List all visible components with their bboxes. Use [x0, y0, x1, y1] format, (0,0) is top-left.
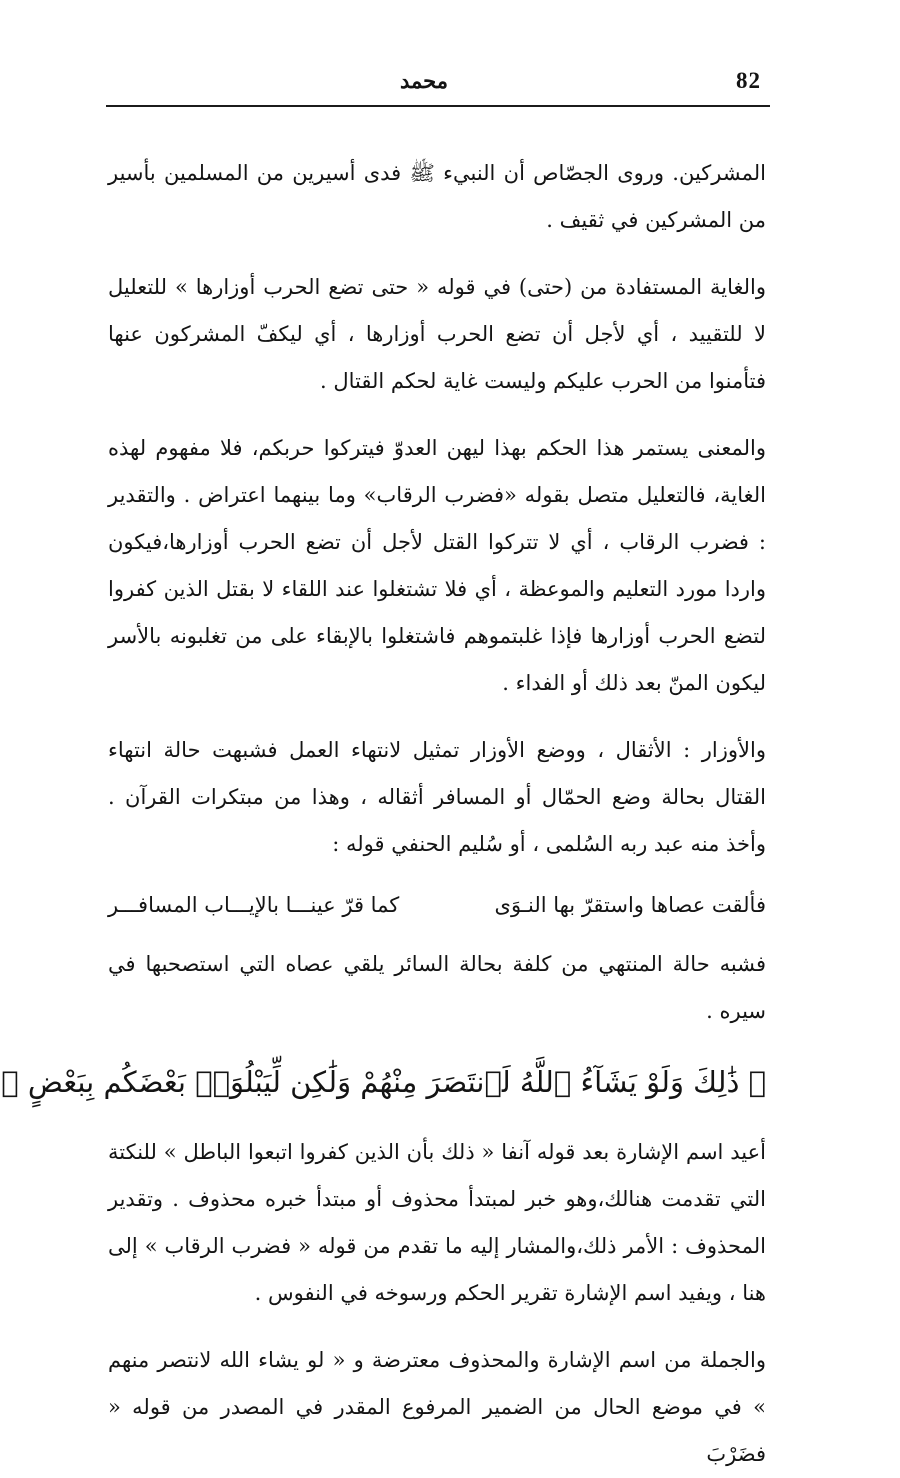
- page-header: [106, 66, 762, 102]
- paragraph-1: المشركين. وروى الجصّاص أن النبيء ﷺ فدى أسيرين من المسلمين بأسير من المشركين في ثقيف .: [108, 161, 766, 232]
- running-title: محمد: [400, 68, 448, 93]
- paragraph-5: فشبه حالة المنتهي من كلفة بحالة السائر يلقي عصاه التي استصحبها في سيره .: [108, 952, 766, 1023]
- paragraph-4: والأوزار : الأثقال ، ووضع الأوزار تمثيل لانتهاء العمل فشبهت حالة انتهاء القتال بحالة وضع الحمّال أو المسافر أثقاله ، وهذا من مبتكرات القرآن . وأخذ منه عبد ربه السُلمى ، أو سُليم الحنفي قوله :: [108, 738, 766, 856]
- quran-verse-heading: ﴿ ذَٰلِكَ وَلَوْ يَشَآءُ ٱللَّهُ لَٱنتَصَرَ مِنْهُمْ وَلَٰكِن لِّيَبْلُوَا۟ بَعْضَكُم بِبَعْضٍ ﴾: [1, 1065, 766, 1099]
- paragraph-7: والجملة من اسم الإشارة والمحذوف معترضة و « لو يشاء الله لانتصر منهم » في موضع الحال من الضمير المرفوع المقدر في المصدر من قوله « فضَرْبَ: [108, 1348, 766, 1466]
- page-body: [1, 150, 766, 1478]
- paragraph-3: والمعنى يستمر هذا الحكم بهذا ليهن العدوّ فيتركوا حربكم، فلا مفهوم لهذه الغاية، فالتعليل متصل بقوله «فضرب الرقاب» وما بينهما اعتراض . والتقدير : فضرب الرقاب ، أي لا تتركوا القتل لأجل أن تضع الحرب أوزارها،فيكون واردا مورد التعليم والموعظة ، أي فلا تشتغلوا عند اللقاء لا بقتل الذين كفروا لتضع الحرب أوزارها فإذا غلبتموهم فاشتغلوا بالإبقاء على من تغلبونه بالأسر ليكون المنّ بعد ذلك أو الفداء .: [108, 436, 766, 695]
- paragraph-6: أعيد اسم الإشارة بعد قوله آنفا « ذلك بأن الذين كفروا اتبعوا الباطل » للنكتة التي تقدمت هنالك،وهو خبر لمبتدأ محذوف أو مبتدأ خبره محذوف . وتقدير المحذوف : الأمر ذلك،والمشار إليه ما تقدم من قوله « فضرب الرقاب » إلى هنا ، ويفيد اسم الإشارة تقرير الحكم ورسوخه في النفوس .: [108, 1140, 766, 1305]
- verse-first-hemistich: فألقت عصاها واستقرّ بها النـوَى: [494, 893, 766, 917]
- header-rule: [106, 105, 770, 107]
- page-number: 82: [736, 68, 761, 93]
- verse-second-hemistich: كما قرّ عينـــا بالإيـــاب المسافـــر: [108, 893, 400, 917]
- paragraph-2: والغاية المستفادة من (حتى) في قوله « حتى تضع الحرب أوزارها » للتعليل لا للتقييد ، أي لأجل أن تضع الحرب أوزارها ، أي ليكفّ المشركون عنها فتأمنوا من الحرب عليكم وليست غاية لحكم القتال .: [108, 275, 766, 393]
- poetry-verse: [108, 882, 766, 929]
